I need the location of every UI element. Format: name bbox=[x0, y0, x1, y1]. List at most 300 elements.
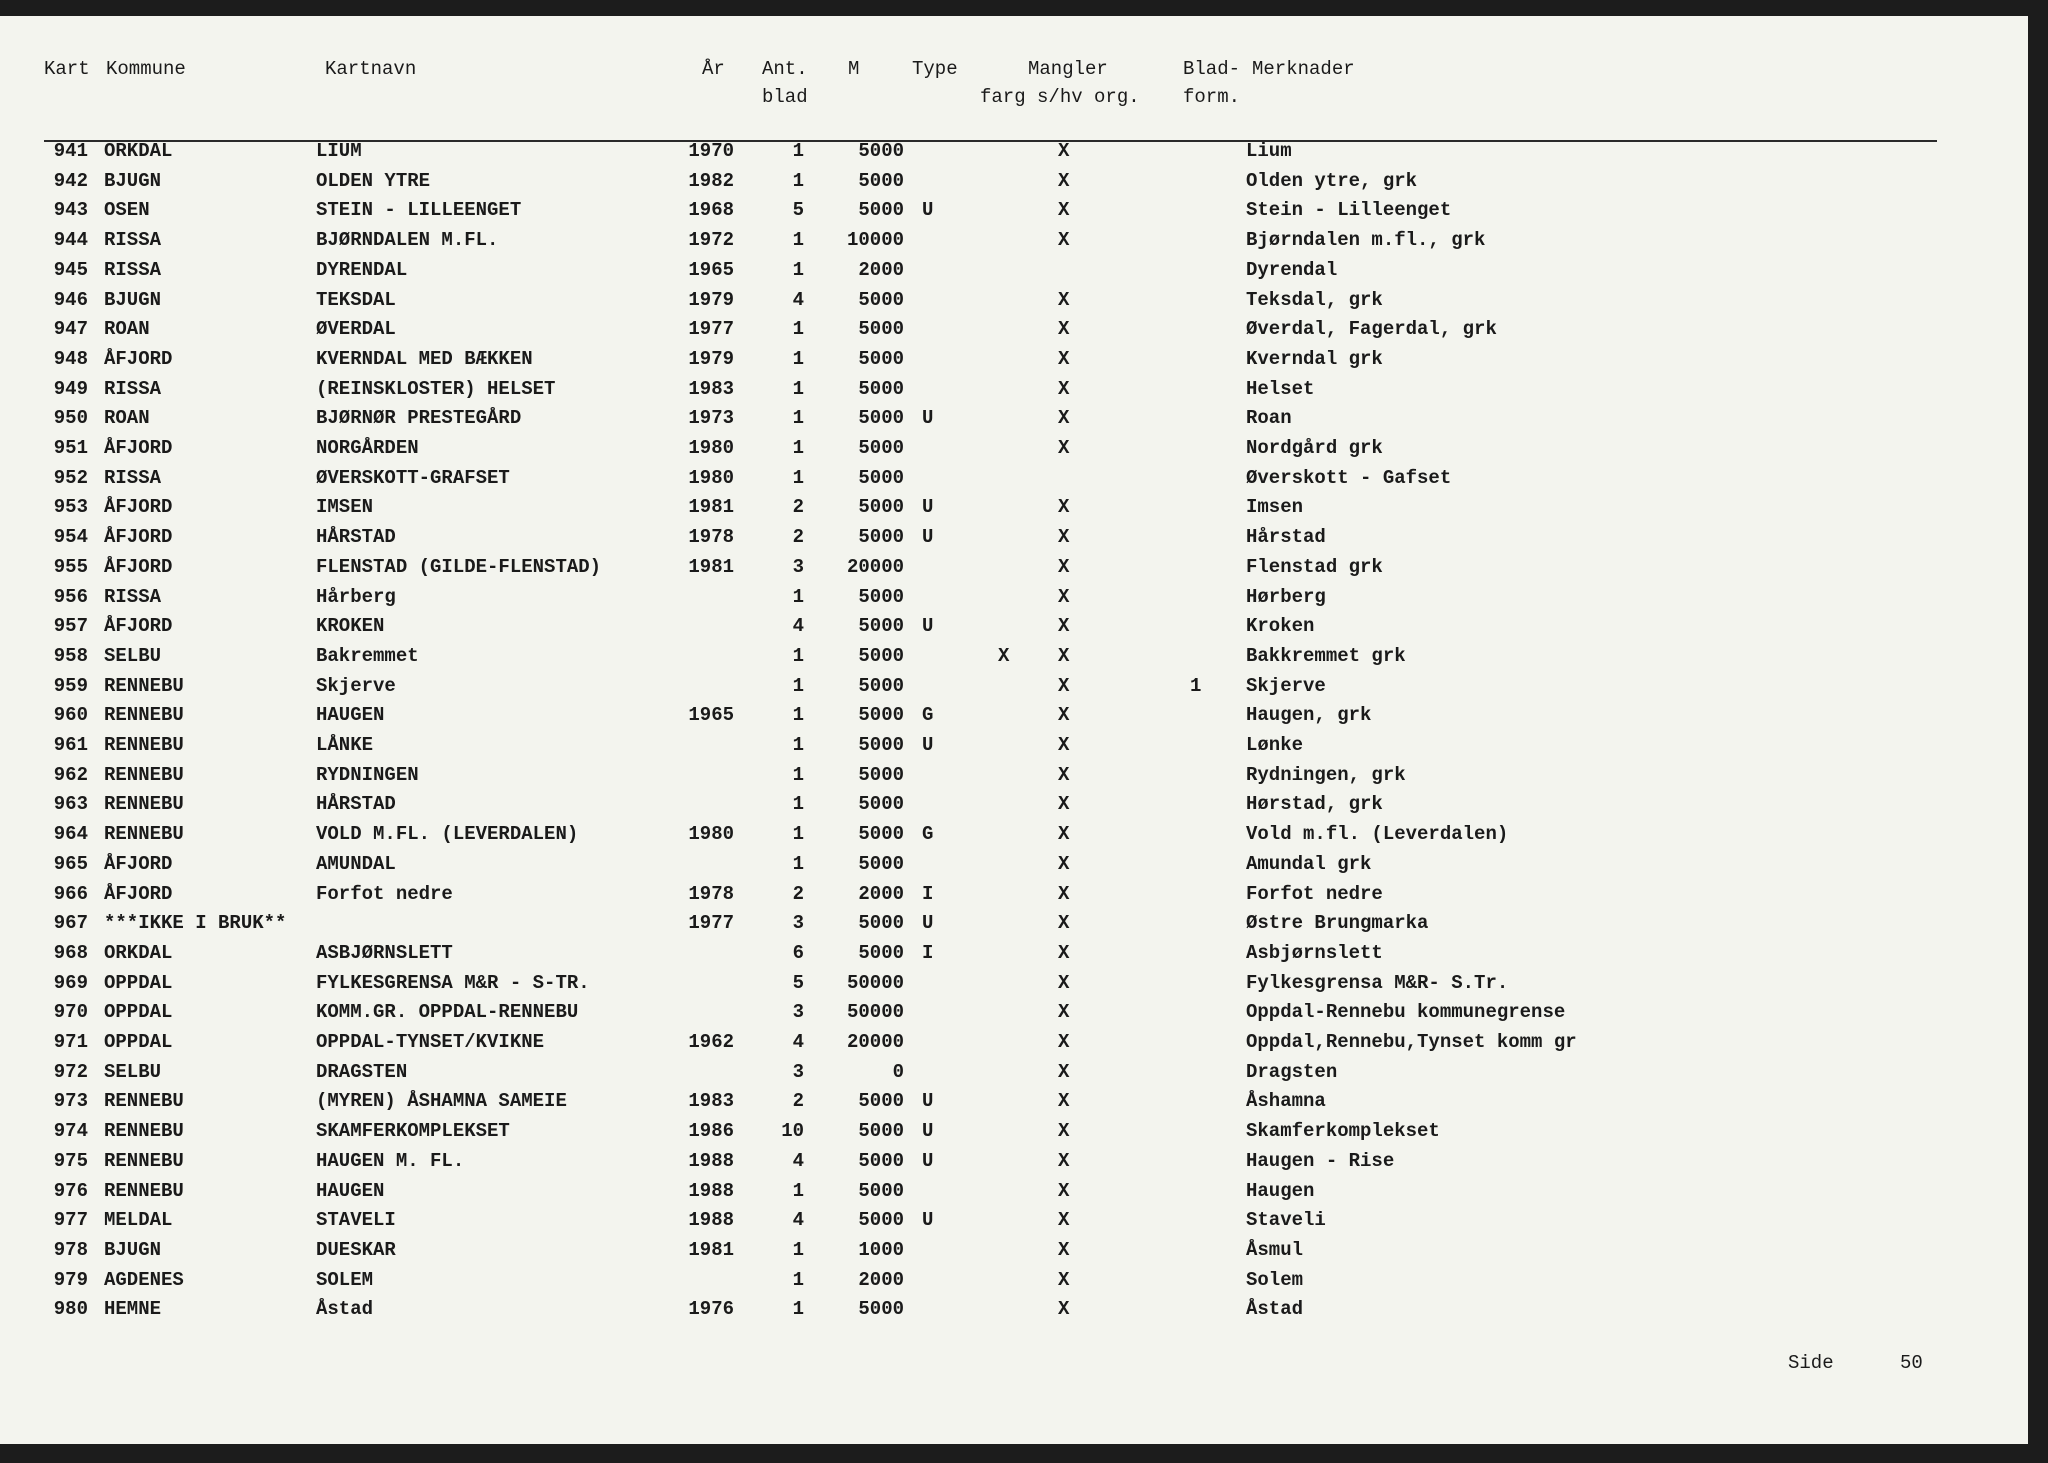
kartnavn-cell: Bakremmet bbox=[316, 644, 419, 667]
table-row bbox=[0, 734, 2000, 762]
kart-number: 946 bbox=[53, 288, 88, 311]
merknader-cell: Bjørndalen m.fl., grk bbox=[1246, 229, 1486, 252]
kommune-cell: BJUGN bbox=[104, 1238, 162, 1261]
kart-number: 967 bbox=[53, 912, 88, 935]
scale-cell: 5000 bbox=[858, 852, 904, 875]
ant-blad-cell: 1 bbox=[792, 347, 804, 370]
merknader-cell: Lønke bbox=[1246, 734, 1304, 756]
ant-blad-cell: 10 bbox=[781, 1120, 804, 1143]
header-mangler-sub: farg s/hv org. bbox=[980, 86, 1140, 108]
table-row bbox=[0, 199, 2000, 227]
table-row bbox=[0, 972, 2000, 1000]
kartnavn-cell: SOLEM bbox=[316, 1268, 374, 1291]
scale-cell: 5000 bbox=[858, 169, 904, 192]
kommune-cell: ÅFJORD bbox=[104, 882, 173, 905]
kart-number: 949 bbox=[53, 377, 88, 400]
scale-cell: 5000 bbox=[858, 941, 904, 964]
scale-cell: 5000 bbox=[858, 734, 904, 756]
kartnavn-cell: OLDEN YTRE bbox=[316, 169, 431, 192]
scale-cell: 10000 bbox=[846, 229, 904, 252]
kartnavn-cell: DUESKAR bbox=[316, 1238, 396, 1261]
kartnavn-cell: BJØRNDALEN M.FL. bbox=[316, 229, 499, 252]
kartnavn-cell: ØVERDAL bbox=[316, 318, 396, 341]
header-type: Type bbox=[912, 58, 958, 80]
kart-number: 941 bbox=[53, 140, 88, 162]
year-cell: 1973 bbox=[688, 407, 734, 430]
ant-blad-cell: 1 bbox=[792, 1179, 804, 1202]
scale-cell: 5000 bbox=[858, 377, 904, 400]
ant-blad-cell: 4 bbox=[792, 1209, 804, 1232]
table-row bbox=[0, 348, 2000, 376]
type-cell: U bbox=[922, 1120, 934, 1143]
ant-blad-cell: 2 bbox=[792, 1090, 804, 1113]
kart-number: 972 bbox=[53, 1060, 88, 1083]
kommune-cell: RENNEBU bbox=[104, 734, 184, 756]
ant-blad-cell: 1 bbox=[792, 466, 804, 489]
type-cell: I bbox=[922, 882, 934, 905]
kartnavn-cell: LÅNKE bbox=[316, 734, 374, 756]
ant-blad-cell: 2 bbox=[792, 882, 804, 905]
scale-cell: 5000 bbox=[858, 793, 904, 816]
merknader-cell: Dyrendal bbox=[1246, 258, 1338, 281]
header-m: M bbox=[848, 58, 860, 80]
year-cell: 1977 bbox=[688, 912, 734, 935]
mangler-sh-cell: X bbox=[1058, 1090, 1070, 1113]
mangler-sh-cell: X bbox=[1058, 585, 1070, 608]
kommune-cell: SELBU bbox=[104, 1060, 162, 1083]
merknader-cell: Haugen - Rise bbox=[1246, 1149, 1395, 1172]
table-row bbox=[0, 378, 2000, 406]
merknader-cell: Kverndal grk bbox=[1246, 347, 1383, 370]
scale-cell: 2000 bbox=[858, 882, 904, 905]
kartnavn-cell: ØVERSKOTT-GRAFSET bbox=[316, 466, 510, 489]
kart-number: 964 bbox=[53, 823, 88, 846]
year-cell: 1988 bbox=[688, 1149, 734, 1172]
mangler-sh-cell: X bbox=[1058, 763, 1070, 786]
mangler-sh-cell: X bbox=[1058, 704, 1070, 727]
kommune-cell: ÅFJORD bbox=[104, 437, 173, 459]
kartnavn-cell: Skjerve bbox=[316, 674, 396, 697]
header-bladform: Blad- bbox=[1183, 58, 1241, 80]
kartnavn-cell: (MYREN) ÅSHAMNA SAMEIE bbox=[316, 1090, 567, 1113]
mangler-sh-cell: X bbox=[1058, 526, 1070, 549]
merknader-cell: Nordgård grk bbox=[1246, 437, 1383, 459]
mangler-sh-cell: X bbox=[1058, 169, 1070, 192]
year-cell: 1981 bbox=[688, 555, 734, 578]
kartnavn-cell: HÅRSTAD bbox=[316, 793, 396, 816]
merknader-cell: Staveli bbox=[1246, 1209, 1326, 1232]
scale-cell: 50000 bbox=[846, 971, 904, 994]
kommune-cell: OPPDAL bbox=[104, 971, 173, 994]
scale-cell: 20000 bbox=[846, 555, 904, 578]
header-merknader: Merknader bbox=[1252, 58, 1355, 80]
kommune-cell: ÅFJORD bbox=[104, 615, 173, 638]
mangler-sh-cell: X bbox=[1058, 1149, 1070, 1172]
year-cell: 1970 bbox=[688, 140, 734, 162]
type-cell: U bbox=[922, 407, 934, 430]
kart-number: 968 bbox=[53, 941, 88, 964]
type-cell: U bbox=[922, 199, 934, 222]
table-row bbox=[0, 615, 2000, 643]
ant-blad-cell: 1 bbox=[792, 793, 804, 816]
kart-number: 973 bbox=[53, 1090, 88, 1113]
ant-blad-cell: 2 bbox=[792, 526, 804, 549]
kartnavn-cell: HAUGEN bbox=[316, 1179, 385, 1202]
table-row bbox=[0, 942, 2000, 970]
mangler-sh-cell: X bbox=[1058, 912, 1070, 935]
kartnavn-cell: HAUGEN M. FL. bbox=[316, 1149, 465, 1172]
mangler-sh-cell: X bbox=[1058, 674, 1070, 697]
kart-number: 958 bbox=[53, 644, 88, 667]
merknader-cell: Åstad bbox=[1246, 1298, 1304, 1321]
table-row bbox=[0, 1180, 2000, 1208]
year-cell: 1978 bbox=[688, 526, 734, 549]
header-kart: Kart bbox=[44, 58, 90, 80]
kommune-cell: OPPDAL bbox=[104, 1031, 173, 1053]
scale-cell: 5000 bbox=[858, 823, 904, 846]
kommune-cell: RENNEBU bbox=[104, 1149, 184, 1172]
merknader-cell: Haugen bbox=[1246, 1179, 1315, 1202]
year-cell: 1983 bbox=[688, 377, 734, 400]
merknader-cell: Øverskott - Gafset bbox=[1246, 466, 1452, 489]
type-cell: U bbox=[922, 912, 934, 935]
kommune-cell: ORKDAL bbox=[104, 941, 173, 964]
kommune-cell: RENNEBU bbox=[104, 1179, 184, 1202]
kart-number: 971 bbox=[53, 1031, 88, 1053]
year-cell: 1983 bbox=[688, 1090, 734, 1113]
type-cell: U bbox=[922, 734, 934, 756]
scale-cell: 0 bbox=[892, 1060, 904, 1083]
merknader-cell: Oppdal-Rennebu kommunegrense bbox=[1246, 1001, 1566, 1024]
kommune-cell: RENNEBU bbox=[104, 704, 184, 727]
mangler-sh-cell: X bbox=[1058, 437, 1070, 459]
ant-blad-cell: 1 bbox=[792, 318, 804, 341]
merknader-cell: Rydningen, grk bbox=[1246, 763, 1406, 786]
table-row bbox=[0, 1031, 2000, 1059]
kommune-cell: ÅFJORD bbox=[104, 347, 173, 370]
kommune-cell: HEMNE bbox=[104, 1298, 162, 1321]
kartnavn-cell: HÅRSTAD bbox=[316, 526, 396, 549]
ant-blad-cell: 1 bbox=[792, 258, 804, 281]
merknader-cell: Hørstad, grk bbox=[1246, 793, 1383, 816]
mangler-sh-cell: X bbox=[1058, 496, 1070, 519]
year-cell: 1982 bbox=[688, 169, 734, 192]
header-kommune: Kommune bbox=[106, 58, 186, 80]
ant-blad-cell: 1 bbox=[792, 140, 804, 162]
table-row bbox=[0, 526, 2000, 554]
kommune-cell: RISSA bbox=[104, 466, 162, 489]
kartnavn-cell: (REINSKLOSTER) HELSET bbox=[316, 377, 556, 400]
table-row bbox=[0, 853, 2000, 881]
ant-blad-cell: 3 bbox=[792, 1001, 804, 1024]
table-row bbox=[0, 170, 2000, 198]
mangler-sh-cell: X bbox=[1058, 1031, 1070, 1053]
merknader-cell: Oppdal,Rennebu,Tynset komm gr bbox=[1246, 1031, 1577, 1053]
kommune-cell: ***IKKE I BRUK** bbox=[104, 912, 287, 935]
bladform-cell: 1 bbox=[1190, 674, 1202, 697]
ant-blad-cell: 1 bbox=[792, 674, 804, 697]
ant-blad-cell: 5 bbox=[792, 199, 804, 222]
kart-number: 980 bbox=[53, 1298, 88, 1321]
scale-cell: 5000 bbox=[858, 615, 904, 638]
year-cell: 1988 bbox=[688, 1179, 734, 1202]
mangler-sh-cell: X bbox=[1058, 941, 1070, 964]
merknader-cell: Skamferkomplekset bbox=[1246, 1120, 1440, 1143]
kartnavn-cell: NORGÅRDEN bbox=[316, 437, 419, 459]
scale-cell: 5000 bbox=[858, 674, 904, 697]
year-cell: 1980 bbox=[688, 823, 734, 846]
type-cell: U bbox=[922, 615, 934, 638]
kart-number: 945 bbox=[53, 258, 88, 281]
kart-number: 955 bbox=[53, 555, 88, 578]
page-number: 50 bbox=[1900, 1352, 1923, 1374]
kommune-cell: ROAN bbox=[104, 318, 150, 341]
table-row bbox=[0, 1120, 2000, 1148]
table-row bbox=[0, 793, 2000, 821]
table-row bbox=[0, 1001, 2000, 1029]
merknader-cell: Kroken bbox=[1246, 615, 1315, 638]
scale-cell: 5000 bbox=[858, 496, 904, 519]
merknader-cell: Åshamna bbox=[1246, 1090, 1326, 1113]
type-cell: U bbox=[922, 526, 934, 549]
mangler-sh-cell: X bbox=[1058, 1209, 1070, 1232]
mangler-sh-cell: X bbox=[1058, 823, 1070, 846]
kart-number: 965 bbox=[53, 852, 88, 875]
merknader-cell: Bakkremmet grk bbox=[1246, 644, 1406, 667]
mangler-sh-cell: X bbox=[1058, 555, 1070, 578]
kart-number: 960 bbox=[53, 704, 88, 727]
merknader-cell: Skjerve bbox=[1246, 674, 1326, 697]
ant-blad-cell: 4 bbox=[792, 1031, 804, 1053]
table-row bbox=[0, 823, 2000, 851]
table-row bbox=[0, 140, 2000, 168]
merknader-cell: Lium bbox=[1246, 140, 1292, 162]
merknader-cell: Helset bbox=[1246, 377, 1315, 400]
table-row bbox=[0, 1150, 2000, 1178]
merknader-cell: Vold m.fl. (Leverdalen) bbox=[1246, 823, 1509, 846]
kartnavn-cell: AMUNDAL bbox=[316, 852, 396, 875]
kommune-cell: OSEN bbox=[104, 199, 150, 222]
year-cell: 1980 bbox=[688, 466, 734, 489]
table-row bbox=[0, 496, 2000, 524]
kartnavn-cell: SKAMFERKOMPLEKSET bbox=[316, 1120, 510, 1143]
year-cell: 1986 bbox=[688, 1120, 734, 1143]
ant-blad-cell: 6 bbox=[792, 941, 804, 964]
kart-number: 978 bbox=[53, 1238, 88, 1261]
kart-number: 948 bbox=[53, 347, 88, 370]
kart-number: 979 bbox=[53, 1268, 88, 1291]
scale-cell: 5000 bbox=[858, 763, 904, 786]
kommune-cell: ÅFJORD bbox=[104, 526, 173, 549]
kart-number: 976 bbox=[53, 1179, 88, 1202]
kartnavn-cell: ASBJØRNSLETT bbox=[316, 941, 453, 964]
scale-cell: 5000 bbox=[858, 347, 904, 370]
kart-number: 962 bbox=[53, 763, 88, 786]
kart-number: 956 bbox=[53, 585, 88, 608]
scale-cell: 5000 bbox=[858, 1298, 904, 1321]
kart-number: 942 bbox=[53, 169, 88, 192]
table-row bbox=[0, 289, 2000, 317]
scale-cell: 5000 bbox=[858, 1090, 904, 1113]
ant-blad-cell: 1 bbox=[792, 1268, 804, 1291]
scale-cell: 5000 bbox=[858, 288, 904, 311]
type-cell: U bbox=[922, 1149, 934, 1172]
kart-number: 952 bbox=[53, 466, 88, 489]
kommune-cell: RISSA bbox=[104, 229, 162, 252]
kart-number: 977 bbox=[53, 1209, 88, 1232]
merknader-cell: Øverdal, Fagerdal, grk bbox=[1246, 318, 1497, 341]
kartnavn-cell: VOLD M.FL. (LEVERDALEN) bbox=[316, 823, 579, 846]
table-row bbox=[0, 407, 2000, 435]
year-cell: 1965 bbox=[688, 704, 734, 727]
kartnavn-cell: KOMM.GR. OPPDAL-RENNEBU bbox=[316, 1001, 579, 1024]
year-cell: 1979 bbox=[688, 288, 734, 311]
year-cell: 1979 bbox=[688, 347, 734, 370]
table-row bbox=[0, 1209, 2000, 1237]
scale-cell: 5000 bbox=[858, 140, 904, 162]
type-cell: I bbox=[922, 941, 934, 964]
ant-blad-cell: 5 bbox=[792, 971, 804, 994]
merknader-cell: Asbjørnslett bbox=[1246, 941, 1383, 964]
kartnavn-cell: STEIN - LILLEENGET bbox=[316, 199, 522, 222]
table-row bbox=[0, 645, 2000, 673]
kartnavn-cell: DRAGSTEN bbox=[316, 1060, 408, 1083]
kommune-cell: RENNEBU bbox=[104, 1090, 184, 1113]
year-cell: 1977 bbox=[688, 318, 734, 341]
ant-blad-cell: 1 bbox=[792, 585, 804, 608]
mangler-sh-cell: X bbox=[1058, 1268, 1070, 1291]
header-kartnavn: Kartnavn bbox=[325, 58, 417, 80]
kartnavn-cell: IMSEN bbox=[316, 496, 374, 519]
scale-cell: 5000 bbox=[858, 407, 904, 430]
kart-number: 974 bbox=[53, 1120, 88, 1143]
year-cell: 1988 bbox=[688, 1209, 734, 1232]
ant-blad-cell: 3 bbox=[792, 1060, 804, 1083]
scale-cell: 2000 bbox=[858, 1268, 904, 1291]
year-cell: 1981 bbox=[688, 496, 734, 519]
kommune-cell: RISSA bbox=[104, 377, 162, 400]
type-cell: U bbox=[922, 496, 934, 519]
table-row bbox=[0, 1269, 2000, 1297]
merknader-cell: Solem bbox=[1246, 1268, 1304, 1291]
scale-cell: 1000 bbox=[858, 1238, 904, 1261]
kommune-cell: ÅFJORD bbox=[104, 496, 173, 519]
kart-number: 943 bbox=[53, 199, 88, 222]
type-cell: G bbox=[922, 704, 934, 727]
ant-blad-cell: 4 bbox=[792, 288, 804, 311]
scale-cell: 5000 bbox=[858, 912, 904, 935]
merknader-cell: Dragsten bbox=[1246, 1060, 1338, 1083]
mangler-farg-cell: X bbox=[998, 644, 1010, 667]
scale-cell: 5000 bbox=[858, 585, 904, 608]
mangler-sh-cell: X bbox=[1058, 1060, 1070, 1083]
ant-blad-cell: 1 bbox=[792, 734, 804, 756]
table-row bbox=[0, 229, 2000, 257]
ant-blad-cell: 1 bbox=[792, 377, 804, 400]
kommune-cell: RENNEBU bbox=[104, 1120, 184, 1143]
mangler-sh-cell: X bbox=[1058, 1120, 1070, 1143]
type-cell: G bbox=[922, 823, 934, 846]
kartnavn-cell: KROKEN bbox=[316, 615, 385, 638]
ant-blad-cell: 4 bbox=[792, 615, 804, 638]
kommune-cell: RENNEBU bbox=[104, 674, 184, 697]
type-cell: U bbox=[922, 1090, 934, 1113]
table-row bbox=[0, 259, 2000, 287]
ant-blad-cell: 1 bbox=[792, 1298, 804, 1321]
table-row bbox=[0, 764, 2000, 792]
header-form: form. bbox=[1183, 86, 1241, 108]
kommune-cell: ROAN bbox=[104, 407, 150, 430]
scale-cell: 5000 bbox=[858, 1149, 904, 1172]
ant-blad-cell: 1 bbox=[792, 704, 804, 727]
mangler-sh-cell: X bbox=[1058, 793, 1070, 816]
table-row bbox=[0, 883, 2000, 911]
scale-cell: 5000 bbox=[858, 466, 904, 489]
mangler-sh-cell: X bbox=[1058, 318, 1070, 341]
kommune-cell: BJUGN bbox=[104, 288, 162, 311]
merknader-cell: Imsen bbox=[1246, 496, 1304, 519]
table-row bbox=[0, 467, 2000, 495]
ant-blad-cell: 1 bbox=[792, 852, 804, 875]
mangler-sh-cell: X bbox=[1058, 1001, 1070, 1024]
ant-blad-cell: 1 bbox=[792, 437, 804, 459]
kommune-cell: RISSA bbox=[104, 585, 162, 608]
merknader-cell: Teksdal, grk bbox=[1246, 288, 1383, 311]
ant-blad-cell: 1 bbox=[792, 169, 804, 192]
kart-number: 954 bbox=[53, 526, 88, 549]
kartnavn-cell: FYLKESGRENSA M&R - S-TR. bbox=[316, 971, 590, 994]
kart-number: 970 bbox=[53, 1001, 88, 1024]
scale-cell: 2000 bbox=[858, 258, 904, 281]
kommune-cell: ÅFJORD bbox=[104, 852, 173, 875]
mangler-sh-cell: X bbox=[1058, 229, 1070, 252]
year-cell: 1980 bbox=[688, 437, 734, 459]
year-cell: 1965 bbox=[688, 258, 734, 281]
ant-blad-cell: 4 bbox=[792, 1149, 804, 1172]
mangler-sh-cell: X bbox=[1058, 1238, 1070, 1261]
year-cell: 1968 bbox=[688, 199, 734, 222]
mangler-sh-cell: X bbox=[1058, 734, 1070, 756]
scale-cell: 5000 bbox=[858, 526, 904, 549]
mangler-sh-cell: X bbox=[1058, 199, 1070, 222]
kommune-cell: RENNEBU bbox=[104, 793, 184, 816]
ant-blad-cell: 1 bbox=[792, 407, 804, 430]
ant-blad-cell: 3 bbox=[792, 912, 804, 935]
kartnavn-cell: Hårberg bbox=[316, 585, 396, 608]
ant-blad-cell: 1 bbox=[792, 1238, 804, 1261]
scale-cell: 5000 bbox=[858, 704, 904, 727]
header-ar: År bbox=[702, 58, 725, 80]
kart-number: 969 bbox=[53, 971, 88, 994]
ant-blad-cell: 1 bbox=[792, 229, 804, 252]
mangler-sh-cell: X bbox=[1058, 407, 1070, 430]
mangler-sh-cell: X bbox=[1058, 347, 1070, 370]
kommune-cell: ÅFJORD bbox=[104, 555, 173, 578]
merknader-cell: Olden ytre, grk bbox=[1246, 169, 1418, 192]
scale-cell: 5000 bbox=[858, 1120, 904, 1143]
ant-blad-cell: 3 bbox=[792, 555, 804, 578]
kartnavn-cell: LIUM bbox=[316, 140, 362, 162]
table-row bbox=[0, 437, 2000, 465]
kart-number: 947 bbox=[53, 318, 88, 341]
kart-number: 957 bbox=[53, 615, 88, 638]
merknader-cell: Roan bbox=[1246, 407, 1292, 430]
scale-cell: 5000 bbox=[858, 437, 904, 459]
merknader-cell: Amundal grk bbox=[1246, 852, 1372, 875]
year-cell: 1978 bbox=[688, 882, 734, 905]
scale-cell: 5000 bbox=[858, 199, 904, 222]
kommune-cell: OPPDAL bbox=[104, 1001, 173, 1024]
